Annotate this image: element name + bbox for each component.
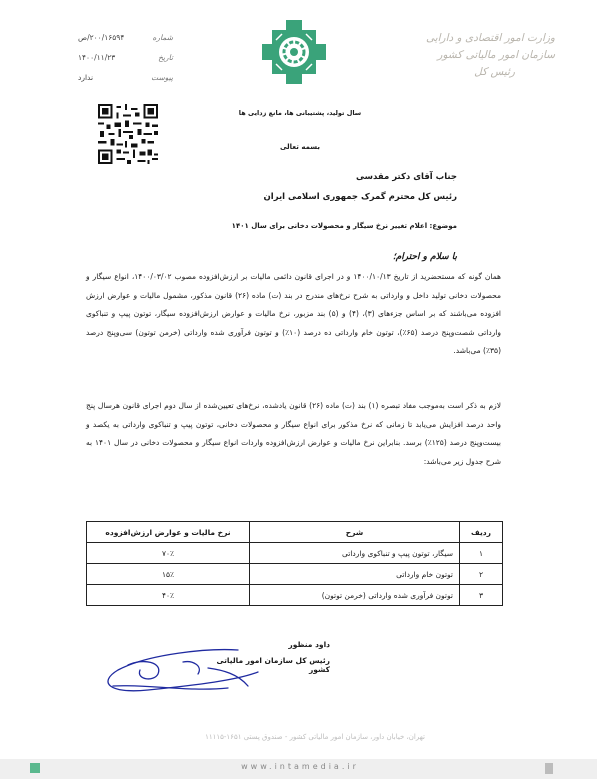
addressee-name: جناب آقای دکتر مقدسی — [356, 172, 457, 182]
watermark-url: www.intamedia.ir — [241, 762, 359, 771]
organization-line: سازمان امور مالیاتی کشور — [437, 49, 555, 61]
greeting: با سلام و احترام؛ — [392, 252, 457, 262]
column-header-description: شرح — [250, 522, 460, 543]
head-title-line: رئیس کل — [474, 66, 515, 78]
row-number-cell: ۱ — [460, 543, 503, 564]
column-header-rate: نرخ مالیات و عوارض ارزش‌افزوده — [87, 522, 250, 543]
description-cell: سیگار، توتون پیپ و تنباکوی وارداتی — [250, 543, 460, 564]
basmala: بسمه تعالی — [279, 143, 321, 151]
signer-title: رئیس کل سازمان امور مالیاتی کشور — [216, 656, 330, 674]
signer-name: داود منظور — [288, 640, 330, 649]
ministry-line: وزارت امور اقتصادی و دارایی — [425, 32, 555, 44]
tax-organization-emblem-icon — [262, 20, 326, 84]
rate-cell: ۴۰٪ — [87, 585, 250, 606]
rate-cell: ۱۵٪ — [87, 564, 250, 585]
table-row — [87, 564, 503, 585]
year-motto: سال تولید، پشتیبانی ها، مانع زدایی ها — [238, 109, 362, 117]
tax-rate-table — [86, 521, 503, 606]
handwritten-signature-icon — [88, 640, 268, 698]
letter-date-value: ۱۴۰۰/۱۱/۲۳ — [78, 53, 116, 62]
site-logo-icon — [30, 763, 40, 773]
letter-date-label: تاریخ — [158, 53, 173, 62]
qr-code-icon — [98, 104, 158, 164]
row-number-cell: ۲ — [460, 564, 503, 585]
description-cell: توتون خام وارداتی — [250, 564, 460, 585]
body-paragraph-1: همان گونه که مستحضرید از تاریخ ۱۴۰۰/۱۰/۱۳ و در اجرای قانون دائمی مالیات بر ارزش‌افزوده مصوب ۱۴۰۰/۰۳/۰۲، انواع سیگار و محصولات دخانی تولید داخل و وارداتی به شرح نرخ‌های مندرج در بند (ت) ماده (۲۶) قانون مذکور، مشمول مالیات و عوارض ارزش افزوده می‌باشند که بر اساس جزءهای (۳)، (۴) و (۵) بند مزبور، نرخ مالیات و عوارض ارزش‌افزوده سیگار، توتون پیپ و تنباکوی وارداتی شصت‌وپنج درصد (۶۵٪)، توتون خام وارداتی ده درصد (۱۰٪) و توتون فرآوری شده وارداتی (خرمن توتون) سی‌وپنج درصد (۳۵٪) می‌باشد. — [86, 272, 502, 355]
letter-number-label: شماره — [152, 33, 173, 42]
bookmark-icon — [545, 763, 553, 774]
letter-date-row — [78, 53, 173, 62]
table-row — [87, 585, 503, 606]
body-paragraph-2: لازم به ذکر است به‌موجب مفاد تبصره (۱) بند (ت) ماده (۲۶) قانون یادشده، نرخ‌های تعیین‌شده از سال دوم اجرای قانون هرسال پنج واحد درصد افزایش می‌یابد تا زمانی که نرخ مذکور برای انواع سیگار و محصولات دخانی، توتون پیپ و تنباکوی وارداتی به یکصد و بیست‌وپنج درصد (۱۲۵٪) برسد. بنابراین نرخ مالیات و عوارض ارزش‌افزوده واردات انواع سیگار و محصولات دخانی در سال ۱۴۰۱ به شرح جدول زیر می‌باشد: — [86, 401, 502, 466]
column-header-row-number: ردیف — [460, 522, 503, 543]
row-number-cell: ۳ — [460, 585, 503, 606]
letter-attachment-value: ندارد — [78, 73, 94, 82]
letter-attachment-row — [78, 73, 173, 82]
letter-subject: موضوع: اعلام تغییر نرخ سیگار و محصولات دخانی برای سال ۱۴۰۱ — [231, 222, 457, 230]
ministry-heading — [405, 30, 555, 81]
description-cell: توتون فرآوری شده وارداتی (خرمن توتون) — [250, 585, 460, 606]
letter-number-value: ۲۰۰/۱۶۵۹۴/ص — [78, 33, 125, 42]
table-header-row — [87, 522, 503, 543]
rate-cell: ۷۰٪ — [87, 543, 250, 564]
letter-number-row — [78, 33, 173, 42]
table-row — [87, 543, 503, 564]
addressee-title: رئیس کل محترم گمرک جمهوری اسلامی ایران — [263, 192, 457, 202]
footer-address: تهران، خیابان داور، سازمان امور مالیاتی کشور - صندوق پستی ۱۶۵۱-۱۱۱۱۵ — [205, 733, 425, 741]
letter-attachment-label: پیوست — [151, 73, 173, 82]
